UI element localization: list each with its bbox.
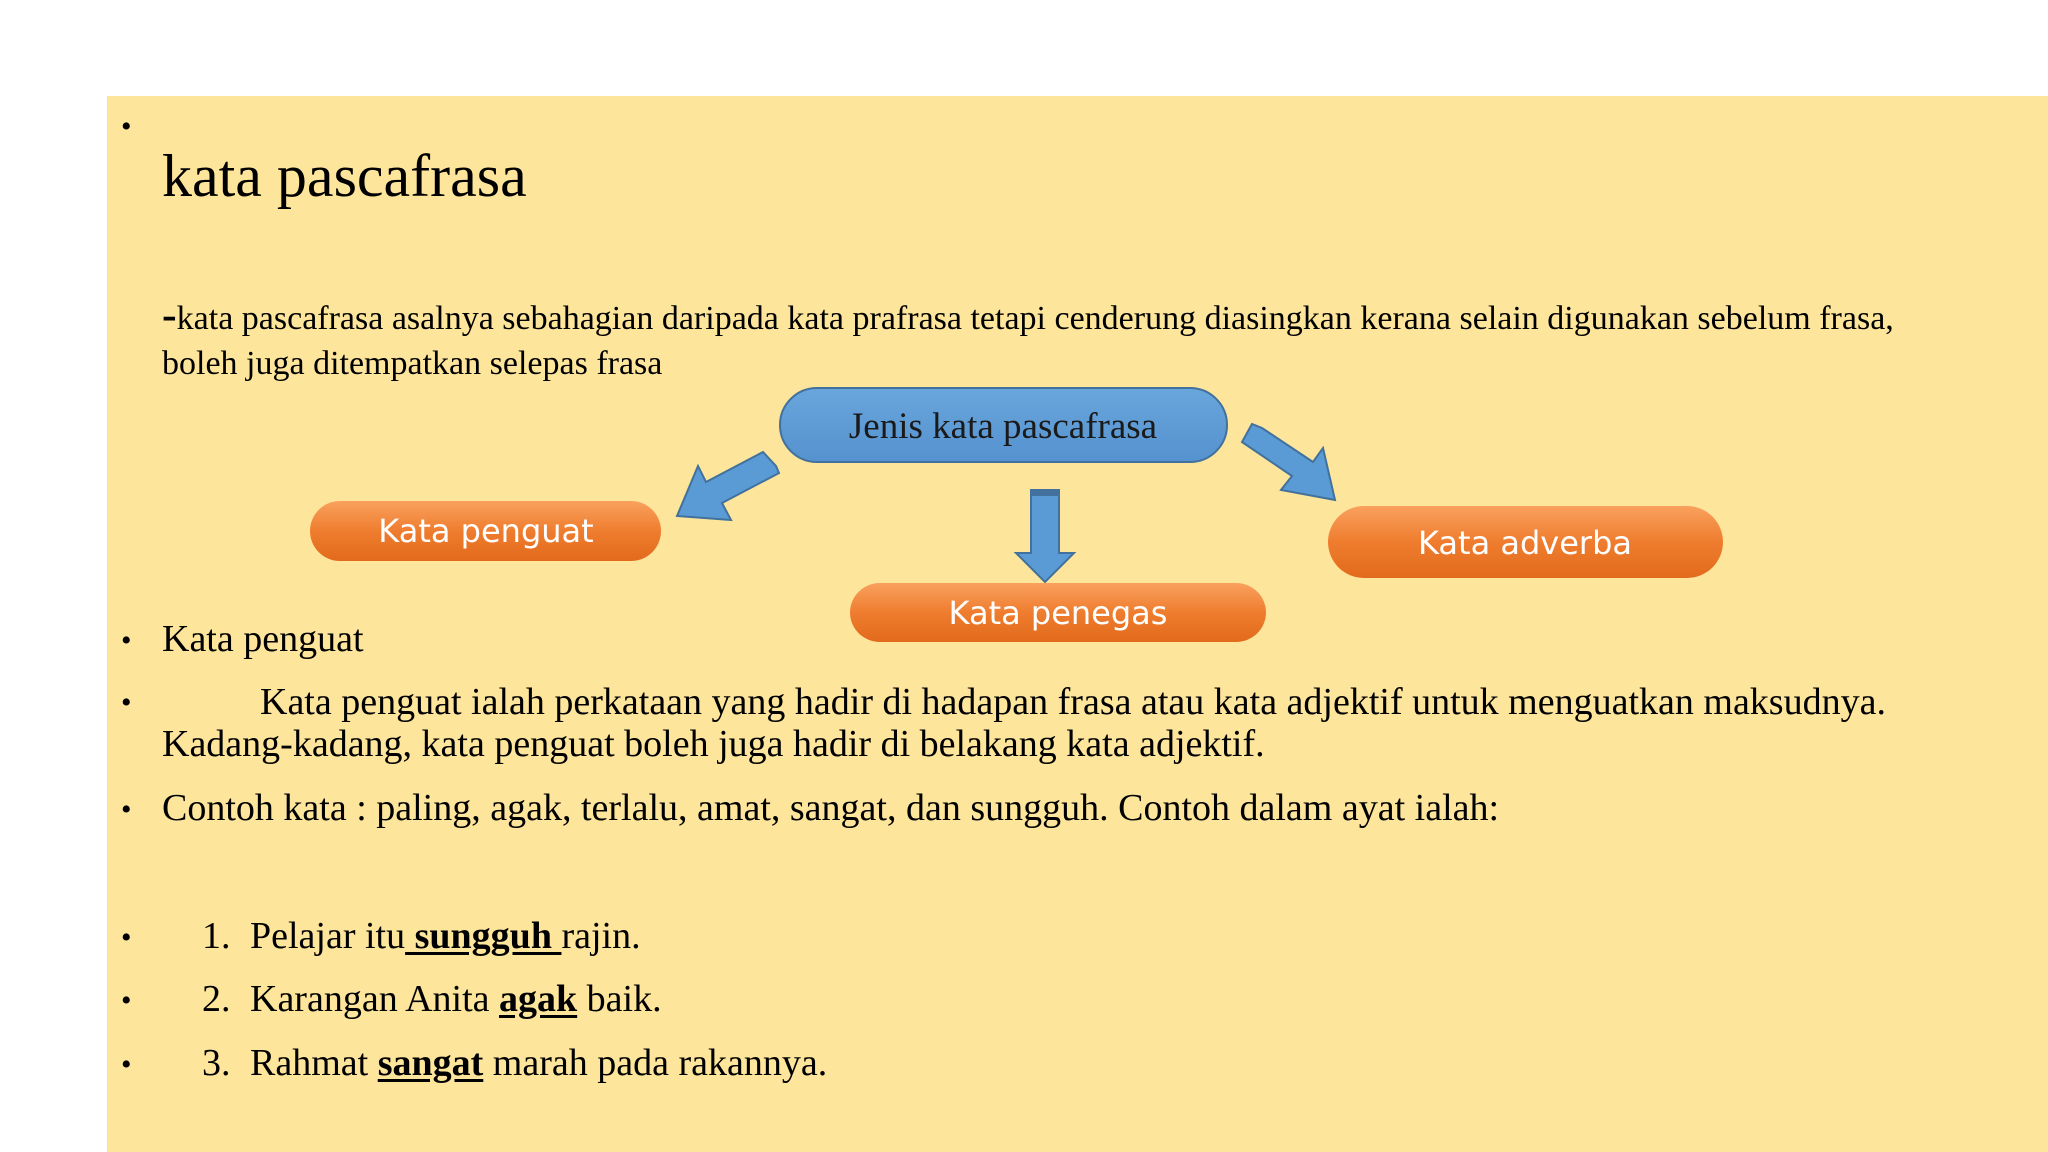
bullet-marker: • bbox=[121, 793, 132, 826]
bullet-marker: • bbox=[121, 1048, 132, 1081]
arrow-down-icon bbox=[1016, 490, 1074, 582]
example-item: 1. Pelajar itu sungguh rajin. bbox=[202, 915, 641, 957]
example-item: 2. Karangan Anita agak baik. bbox=[202, 978, 662, 1020]
definition-line-2: Kadang-kadang, kata penguat boleh juga hadir di belakang kata adjektif. bbox=[162, 723, 1265, 765]
example-keyword: agak bbox=[499, 978, 578, 1020]
diagram-node-kata-adverba-label: Kata adverba bbox=[1418, 524, 1632, 562]
definition-line-1: Kata penguat ialah perkataan yang hadir di hadapan frasa atau kata adjektif untuk menguatkan maksudnya. bbox=[260, 681, 1886, 723]
bullet-marker: • bbox=[121, 984, 132, 1017]
diagram-node-kata-adverba bbox=[1328, 506, 1723, 578]
bullet-marker: • bbox=[121, 921, 132, 954]
bullet-marker: • bbox=[121, 110, 132, 143]
diagram-center-label: Jenis kata pascafrasa bbox=[848, 406, 1158, 447]
intro-text: kata pascafrasa asalnya sebahagian daripada kata prafrasa tetapi cenderung diasingkan kerana selain digunakan sebelum frasa, boleh juga ditempatkan selepas frasa bbox=[162, 300, 1894, 382]
diagram-node-kata-penegas-label: Kata penegas bbox=[948, 594, 1168, 632]
example-item: 3. Rahmat sangat marah pada rakannya. bbox=[202, 1042, 828, 1084]
slide-title: kata pascafrasa bbox=[162, 143, 527, 209]
arrow-left-icon bbox=[677, 452, 779, 520]
diagram-node-kata-penguat bbox=[310, 501, 661, 561]
intro-dash: - bbox=[162, 290, 177, 339]
bullet-marker: • bbox=[121, 624, 132, 657]
section-heading: Kata penguat bbox=[162, 618, 364, 660]
arrow-right-icon bbox=[1242, 424, 1335, 500]
diagram-center-node bbox=[780, 388, 1227, 462]
example-keyword: sangat bbox=[377, 1042, 484, 1084]
bullet-marker: • bbox=[121, 686, 132, 719]
diagram-node-kata-penegas bbox=[850, 583, 1266, 642]
diagram-node-kata-penguat-label: Kata penguat bbox=[378, 512, 594, 550]
examples-intro: Contoh kata : paling, agak, terlalu, amat, sangat, dan sungguh. Contoh dalam ayat ialah: bbox=[162, 787, 1500, 829]
example-keyword: sungguh bbox=[405, 915, 562, 957]
